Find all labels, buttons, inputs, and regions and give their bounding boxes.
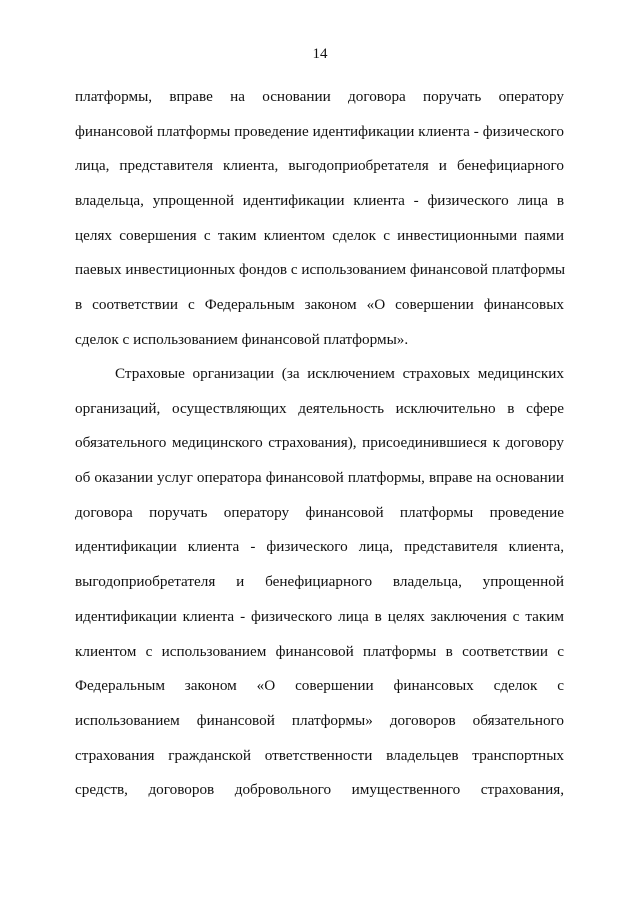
text-line: паевых инвестиционных фондов с использованием финансовой платформы: [75, 261, 566, 279]
text-line: лица, представителя клиента, выгодоприобретателя и бенефициарного: [75, 157, 564, 175]
text-line: об оказании услуг оператора финансовой платформы, вправе на основании: [75, 469, 564, 487]
text-line: идентификации клиента - физического лица в целях заключения с таким: [75, 607, 564, 625]
paragraph-1: [75, 87, 564, 365]
text-line: обязательного медицинского страхования), присоединившиеся к договору: [75, 434, 564, 452]
text-line: выгодоприобретателя и бенефициарного владельца, упрощенной: [75, 573, 564, 591]
text-line: использованием финансовой платформы» договоров обязательного: [75, 711, 564, 729]
text-line: клиентом с использованием финансовой платформы в соответствии с: [75, 642, 564, 660]
text-line: финансовой платформы проведение идентификации клиента - физического: [75, 122, 564, 140]
text-line: владельца, упрощенной идентификации клиента - физического лица в: [75, 192, 564, 210]
text-line-last: сделок с использованием финансовой платформы».: [75, 330, 409, 348]
text-line-indented: Страховые организации (за исключением страховых медицинских: [115, 365, 564, 382]
text-line: средств, договоров добровольного имущественного страхования,: [75, 781, 564, 799]
page-number: 14: [312, 46, 328, 62]
text-line: платформы, вправе на основании договора поручать оператору: [75, 88, 564, 105]
text-line: Федеральным законом «О совершении финансовых сделок с: [75, 677, 564, 695]
text-line: организаций, осуществляющих деятельность исключительно в сфере: [75, 399, 564, 417]
text-line: страхования гражданской ответственности владельцев транспортных: [75, 746, 564, 764]
paragraph-2: [75, 364, 564, 815]
text-line: в соответствии с Федеральным законом «О совершении финансовых: [75, 296, 564, 314]
text-line: целях совершения с таким клиентом сделок с инвестиционными паями: [75, 226, 564, 244]
text-line: договора поручать оператору финансовой платформы проведение: [75, 503, 564, 521]
text-line: идентификации клиента - физического лица, представителя клиента,: [75, 538, 564, 556]
